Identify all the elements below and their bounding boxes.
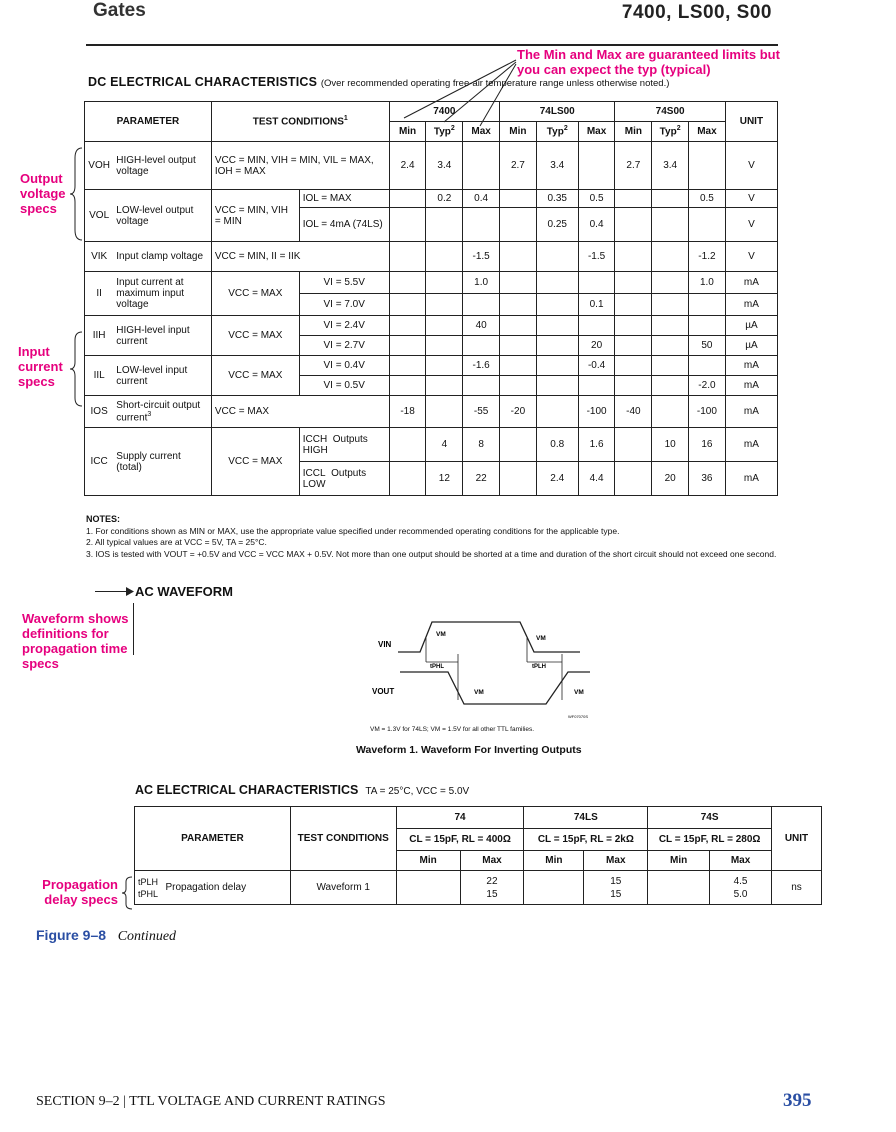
- divider-line: [133, 603, 134, 655]
- dc-subheader-row: Min Typ$^2$ Max Min Typ$^2$ Max Min Typ$^2$ Max: [85, 122, 778, 142]
- ac-header-parameter: PARAMETER: [135, 807, 291, 871]
- dc-header-7400: 7400: [389, 102, 499, 122]
- table-row: VOH HIGH-level output voltage VCC = MIN, VIH = MIN, VIL = MAX, IOH = MAX 2.4 3.4 2.7 3.4 2.7 3.4 V: [85, 142, 778, 190]
- dc-header-unit: UNIT: [725, 102, 777, 142]
- ac-title: AC ELECTRICAL CHARACTERISTICS TA = 25°C, VCC = 5.0V: [135, 783, 470, 797]
- table-row: IIH HIGH-level input current VCC = MAX VI = 2.4V 40 µA: [85, 316, 778, 336]
- dc-header-74ls00: 74LS00: [500, 102, 615, 122]
- dc-characteristics-table: [84, 101, 778, 496]
- ac-header-74s: 74S: [648, 807, 772, 829]
- vm-label-4: VM: [574, 689, 584, 696]
- ios-param: Short-circuit output current$^3$: [113, 396, 211, 428]
- footer-section: SECTION 9–2 | TTL VOLTAGE AND CURRENT RATINGS: [36, 1094, 386, 1109]
- table-row: VOL LOW-level output voltage VCC = MIN, VIH = MIN IOL = MAX 0.2 0.4 0.35 0.5 0.5 V: [85, 190, 778, 208]
- ac-header-unit: UNIT: [772, 807, 822, 871]
- table-row: II Input current at maximum input voltage VCC = MAX VI = 5.5V 1.0 1.0 mA: [85, 272, 778, 294]
- vout-label: VOUT: [372, 687, 395, 696]
- tphl-label: tPHL: [430, 664, 444, 670]
- tplh-label: tPLH: [532, 664, 546, 670]
- vin-label: VIN: [378, 640, 392, 649]
- arrow-right-icon: [126, 587, 134, 596]
- vm-label-1: VM: [436, 631, 446, 638]
- table-row: VI = 2.7V 20 50 µA: [85, 336, 778, 356]
- table-row: VI = 7.0V 0.1 mA: [85, 294, 778, 316]
- annotation-input-current: Input current specs: [18, 344, 63, 389]
- ac-header-74: 74: [396, 807, 524, 829]
- table-row: IOL = 4mA (74LS) 0.25 0.4 V: [85, 208, 778, 242]
- header-left: Gates: [93, 0, 146, 21]
- inverting-waveform-diagram: [360, 610, 620, 725]
- notes: NOTES: 1. For conditions shown as MIN or MAX, use the appropriate value specified under recommended operating conditions for the applicable type. 2. All typical values are at VCC = 5V, TA = 25°C. 3. IOS is tested with VOUT = +0.5V and VCC = VCC MAX + 0.5V. Not more than one output should be shorted at a time and duration of the short circuit should not exceed one second.: [86, 514, 777, 559]
- dc-header-74s00: 74S00: [615, 102, 725, 122]
- annotation-propagation: Propagation delay specs: [42, 877, 118, 907]
- table-row: VIK Input clamp voltage VCC = MIN, II = IIK -1.5 -1.5 -1.2 V: [85, 242, 778, 272]
- table-row: IOS Short-circuit output current$^3$ VCC = MAX -18 -55 -20 -100 -40 -100 mA: [85, 396, 778, 428]
- brace-propagation: [120, 876, 134, 910]
- annotation-min-max: The Min and Max are guaranteed limits but you can expect the typ (typical): [517, 47, 780, 77]
- ac-minmax-row: Min Max Min Max Min Max: [135, 851, 822, 871]
- dc-header-parameter: PARAMETER: [85, 102, 212, 142]
- dc-header-test: TEST CONDITIONS$^1$: [211, 102, 389, 142]
- table-row: ICCL Outputs LOW 12 22 2.4 4.4 20 36 mA: [85, 462, 778, 496]
- table-row: VI = 0.5V -2.0 mA: [85, 376, 778, 396]
- ac-characteristics-table: [134, 806, 822, 905]
- vm-label-2: VM: [536, 635, 546, 642]
- figure-caption: Figure 9–8 Continued: [36, 927, 177, 944]
- dc-subtitle: (Over recommended operating free-air temperature range unless otherwise noted.): [320, 78, 670, 89]
- table-row: tPLH tPHL Propagation delay Waveform 1 22 15 15 15 4.5 5.0 ns: [135, 871, 822, 905]
- header-rule: [86, 44, 778, 46]
- ac-load-row: CL = 15pF, RL = 400Ω CL = 15pF, RL = 2kΩ CL = 15pF, RL = 280Ω: [135, 829, 822, 851]
- waveform-caption: Waveform 1. Waveform For Inverting Outputs: [356, 744, 582, 756]
- ac-waveform-title: AC WAVEFORM: [135, 584, 233, 599]
- table-row: ICC Supply current (total) VCC = MAX ICCH Outputs HIGH 4 8 0.8 1.6 10 16 mA: [85, 428, 778, 462]
- brace-output: [68, 146, 84, 242]
- brace-input: [68, 330, 84, 408]
- ac-header-test: TEST CONDITIONS: [290, 807, 396, 871]
- header-right: 7400, LS00, S00: [621, 2, 772, 23]
- table-row: IIL LOW-level input current VCC = MAX VI = 0.4V -1.6 -0.4 mA: [85, 356, 778, 376]
- annotation-output-voltage: Output voltage specs: [20, 171, 66, 216]
- ac-header-74ls: 74LS: [524, 807, 648, 829]
- dc-title: DC ELECTRICAL CHARACTERISTICS (Over recommended operating free-air temperature range unless otherwise noted.): [88, 75, 670, 89]
- page-number: 395: [783, 1090, 812, 1111]
- vm-label-3: VM: [474, 689, 484, 696]
- annotation-waveform: Waveform shows definitions for propagation time specs: [22, 611, 129, 671]
- waveform-code: WF07070S: [568, 714, 589, 719]
- waveform-vm-note: VM = 1.3V for 74LS; VM = 1.5V for all other TTL families.: [370, 726, 535, 733]
